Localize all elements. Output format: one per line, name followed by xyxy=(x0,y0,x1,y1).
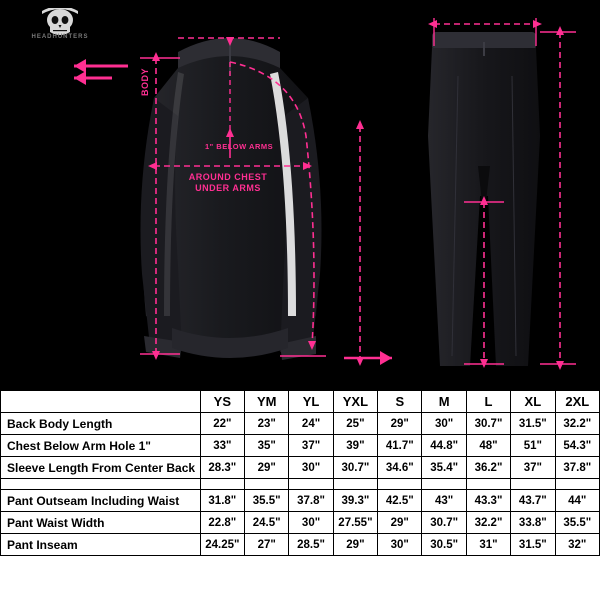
spacer-cell xyxy=(422,479,466,490)
cell: 22.8" xyxy=(200,512,244,534)
cell: 33.8" xyxy=(511,512,555,534)
row-label-sleeve-length: Sleeve Length From Center Back xyxy=(1,457,201,479)
col-header-m: M xyxy=(422,391,466,413)
cell: 29" xyxy=(333,534,377,556)
row-label-pant-waist-width: Pant Waist Width xyxy=(1,512,201,534)
table-corner-cell xyxy=(1,391,201,413)
cell: 37" xyxy=(511,457,555,479)
jacket-illustration xyxy=(120,16,340,376)
cell: 43.7" xyxy=(511,490,555,512)
col-header-l: L xyxy=(466,391,510,413)
annotation-around-chest-line2: UNDER ARMS xyxy=(195,183,261,193)
cell: 28.5" xyxy=(289,534,333,556)
spacer-cell xyxy=(466,479,510,490)
table-row xyxy=(1,534,600,556)
cell: 35.5" xyxy=(555,512,599,534)
cell: 42.5" xyxy=(378,490,422,512)
cell: 31" xyxy=(466,534,510,556)
cell: 37.8" xyxy=(555,457,599,479)
cell: 30" xyxy=(378,534,422,556)
cell: 33" xyxy=(200,435,244,457)
table-header-row xyxy=(1,391,600,413)
cell: 44" xyxy=(555,490,599,512)
spacer-cell xyxy=(333,479,377,490)
cell: 39" xyxy=(333,435,377,457)
col-header-yxl: YXL xyxy=(333,391,377,413)
cell: 29" xyxy=(245,457,289,479)
cell: 30" xyxy=(289,457,333,479)
cell: 32" xyxy=(555,534,599,556)
spacer-cell xyxy=(1,479,201,490)
cell: 27" xyxy=(245,534,289,556)
table-row xyxy=(1,490,600,512)
col-header-xl: XL xyxy=(511,391,555,413)
cell: 43.3" xyxy=(466,490,510,512)
cell: 48" xyxy=(466,435,510,457)
annotation-body: BODY xyxy=(140,67,150,96)
cell: 37.8" xyxy=(289,490,333,512)
brand-wordmark: HEADHUNTERS xyxy=(31,34,89,40)
cell: 35.4" xyxy=(422,457,466,479)
spacer-cell xyxy=(555,479,599,490)
cell: 30" xyxy=(422,413,466,435)
table-row xyxy=(1,457,600,479)
size-chart-table xyxy=(0,390,600,556)
row-label-pant-outseam: Pant Outseam Including Waist xyxy=(1,490,201,512)
cell: 34.6" xyxy=(378,457,422,479)
measure-arrow-left xyxy=(72,56,132,86)
col-header-s: S xyxy=(378,391,422,413)
table-row xyxy=(1,413,600,435)
cell: 30.5" xyxy=(422,534,466,556)
cell: 23" xyxy=(245,413,289,435)
size-chart-table-wrap xyxy=(0,390,600,600)
col-header-ym: YM xyxy=(245,391,289,413)
cell: 35.5" xyxy=(245,490,289,512)
row-label-back-body-length: Back Body Length xyxy=(1,413,201,435)
col-header-yl: YL xyxy=(289,391,333,413)
cell: 37" xyxy=(289,435,333,457)
cell: 31.5" xyxy=(511,413,555,435)
brand-logo xyxy=(12,8,108,56)
col-header-2xl: 2XL xyxy=(555,391,599,413)
spacer-cell xyxy=(200,479,244,490)
cell: 54.3" xyxy=(555,435,599,457)
cell: 30.7" xyxy=(422,512,466,534)
cell: 35" xyxy=(245,435,289,457)
cell: 31.5" xyxy=(511,534,555,556)
cell: 25" xyxy=(333,413,377,435)
cell: 32.2" xyxy=(466,512,510,534)
cell: 51" xyxy=(511,435,555,457)
annotation-below-arms: 1" BELOW ARMS xyxy=(205,142,274,151)
cell: 30.7" xyxy=(333,457,377,479)
cell: 32.2" xyxy=(555,413,599,435)
table-row xyxy=(1,435,600,457)
cell: 31.8" xyxy=(200,490,244,512)
row-label-pant-inseam: Pant Inseam xyxy=(1,534,201,556)
cell: 24.5" xyxy=(245,512,289,534)
annotation-around-chest-line1: AROUND CHEST xyxy=(188,172,268,182)
pants-illustration xyxy=(400,16,580,378)
cell: 30.7" xyxy=(466,413,510,435)
col-header-ys: YS xyxy=(200,391,244,413)
spacer-cell xyxy=(378,479,422,490)
cell: 39.3" xyxy=(333,490,377,512)
spacer-cell xyxy=(511,479,555,490)
table-spacer-row xyxy=(1,479,600,490)
annotation-around-chest xyxy=(178,172,278,194)
cell: 22" xyxy=(200,413,244,435)
cell: 28.3" xyxy=(200,457,244,479)
spacer-cell xyxy=(245,479,289,490)
cell: 24" xyxy=(289,413,333,435)
cell: 29" xyxy=(378,512,422,534)
cell: 27.55" xyxy=(333,512,377,534)
cell: 36.2" xyxy=(466,457,510,479)
cell: 41.7" xyxy=(378,435,422,457)
measure-bracket-sleeve xyxy=(340,120,400,370)
cell: 43" xyxy=(422,490,466,512)
cell: 29" xyxy=(378,413,422,435)
row-label-chest-below-arm-hole: Chest Below Arm Hole 1" xyxy=(1,435,201,457)
cell: 44.8" xyxy=(422,435,466,457)
cell: 30" xyxy=(289,512,333,534)
spacer-cell xyxy=(289,479,333,490)
table-row xyxy=(1,512,600,534)
cell: 24.25" xyxy=(200,534,244,556)
